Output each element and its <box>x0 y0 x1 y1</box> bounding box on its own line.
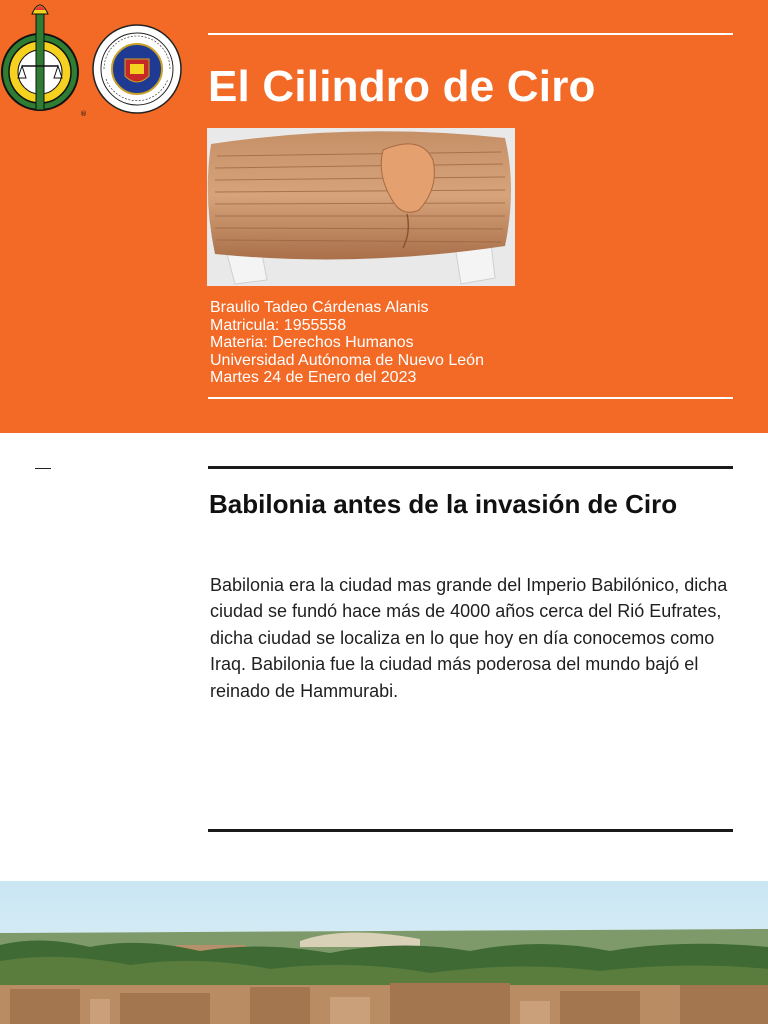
section-heading: Babilonia antes de la invasión de Ciro <box>209 489 678 519</box>
title-slide <box>0 0 768 433</box>
svg-text:®: ® <box>80 110 87 118</box>
presentation-title: El Cilindro de Ciro <box>208 62 596 111</box>
slide-marker <box>35 468 51 469</box>
course-name: Materia: Derechos Humanos <box>210 334 414 352</box>
uanl-seal <box>92 24 182 114</box>
university-name: Universidad Autónoma de Nuevo León <box>210 351 484 369</box>
author-info <box>210 299 484 387</box>
section-body: Babilonia era la ciudad mas grande del Imperio Babilónico, dicha ciudad se fundó hace más de 4000 años cerca del Rió Eufrates, dicha ciudad se localiza en lo que hoy en día conocemos como Iraq. Babilonia fue la ciudad más poderosa del mundo bajó el reinado de Hammurabi. <box>210 575 728 701</box>
section-bottom-rule <box>208 829 733 832</box>
student-id: Matricula: 1955558 <box>210 316 347 334</box>
presentation-date: Martes 24 de Enero del 2023 <box>210 369 417 387</box>
babylon-ruins-photo <box>0 881 768 1024</box>
law-faculty-logo <box>0 0 92 118</box>
top-divider <box>208 33 733 35</box>
cyrus-cylinder-photo <box>207 128 515 286</box>
bottom-divider <box>208 397 733 399</box>
section-top-rule <box>208 466 733 469</box>
author-name: Braulio Tadeo Cárdenas Alanis <box>210 299 429 316</box>
